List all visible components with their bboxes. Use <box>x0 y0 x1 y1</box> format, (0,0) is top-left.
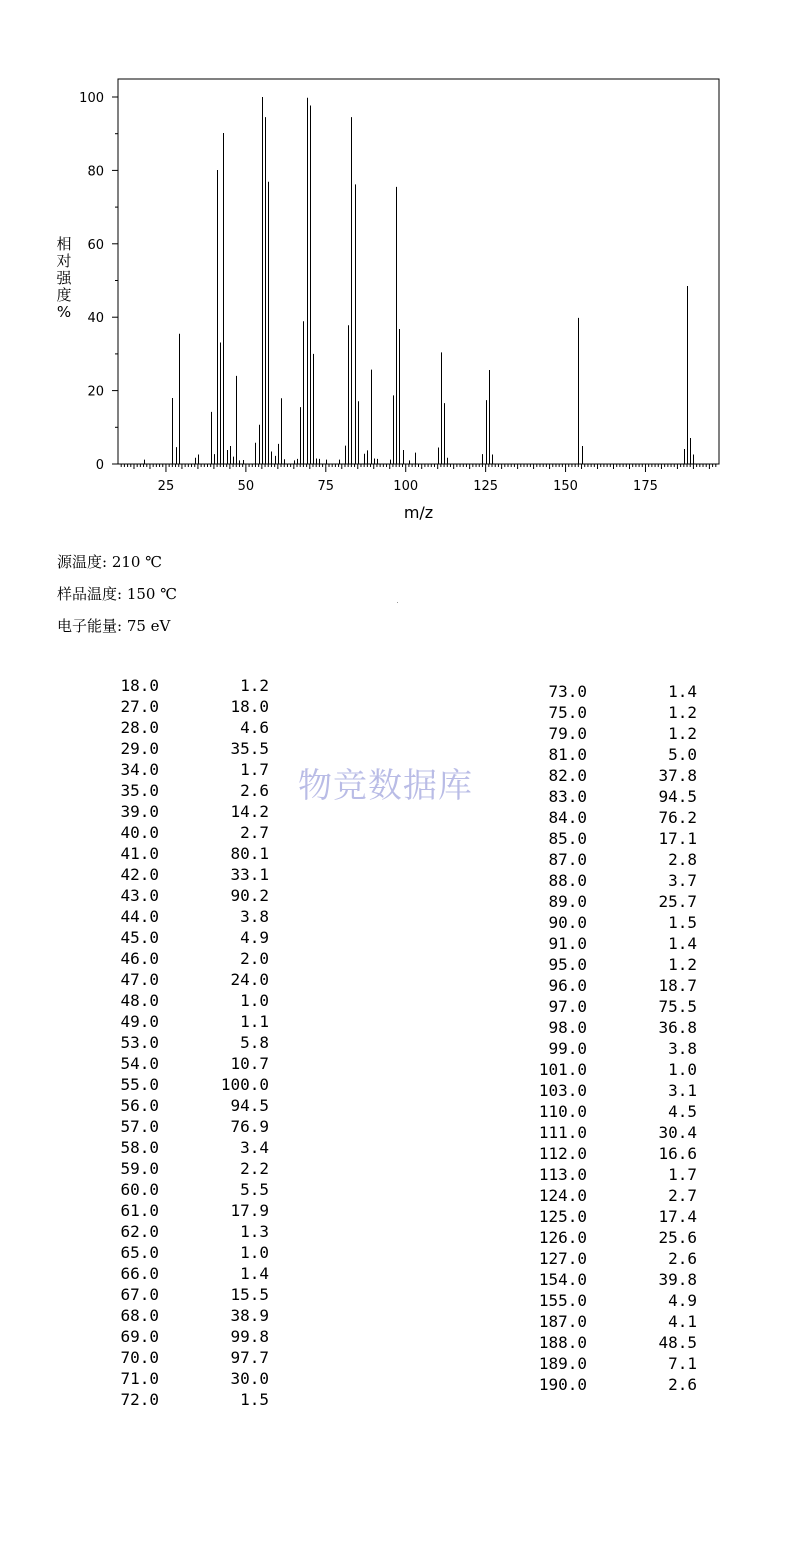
table-row <box>115 1242 269 1263</box>
intensity-value: 1.0 <box>240 991 269 1010</box>
intensity-value: 2.0 <box>240 949 269 968</box>
intensity-value: 16.6 <box>658 1144 697 1163</box>
table-row <box>115 1074 269 1095</box>
mz-value: 73.0 <box>548 682 587 701</box>
table-row <box>115 1347 269 1368</box>
table-row <box>531 1248 697 1269</box>
table-row <box>531 996 697 1017</box>
x-tick-label: 50 <box>237 479 255 494</box>
intensity-value: 7.1 <box>668 1354 697 1373</box>
mz-value: 40.0 <box>120 823 159 842</box>
table-row <box>115 1284 269 1305</box>
intensity-value: 76.9 <box>230 1117 269 1136</box>
mz-value: 91.0 <box>548 934 587 953</box>
mz-value: 99.0 <box>548 1039 587 1058</box>
table-row <box>531 723 697 744</box>
mz-value: 126.0 <box>538 1228 587 1247</box>
table-row <box>531 681 697 702</box>
mz-value: 187.0 <box>538 1312 587 1331</box>
table-row <box>115 990 269 1011</box>
intensity-value: 4.1 <box>668 1312 697 1331</box>
table-row <box>115 675 269 696</box>
table-row <box>115 1326 269 1347</box>
mz-value: 27.0 <box>120 697 159 716</box>
x-axis-label: m/z <box>403 503 434 522</box>
table-row <box>531 1038 697 1059</box>
mz-value: 75.0 <box>548 703 587 722</box>
mz-value: 112.0 <box>538 1144 587 1163</box>
intensity-value: 17.4 <box>658 1207 697 1226</box>
table-row <box>115 864 269 885</box>
table-row <box>531 1164 697 1185</box>
mz-value: 62.0 <box>120 1222 159 1241</box>
intensity-value: 3.1 <box>668 1081 697 1100</box>
table-row <box>531 1227 697 1248</box>
mz-value: 188.0 <box>538 1333 587 1352</box>
mz-value: 113.0 <box>538 1165 587 1184</box>
table-row <box>531 1101 697 1122</box>
intensity-value: 76.2 <box>658 808 697 827</box>
intensity-value: 10.7 <box>230 1054 269 1073</box>
mz-value: 82.0 <box>548 766 587 785</box>
intensity-value: 38.9 <box>230 1306 269 1325</box>
mz-value: 47.0 <box>120 970 159 989</box>
mz-value: 90.0 <box>548 913 587 932</box>
intensity-value: 18.0 <box>230 697 269 716</box>
peak-table-left <box>115 675 269 1410</box>
mz-value: 98.0 <box>548 1018 587 1037</box>
mz-value: 87.0 <box>548 850 587 869</box>
mz-value: 35.0 <box>120 781 159 800</box>
mz-value: 58.0 <box>120 1138 159 1157</box>
table-row <box>531 828 697 849</box>
table-row <box>115 1116 269 1137</box>
mz-value: 101.0 <box>538 1060 587 1079</box>
intensity-value: 30.0 <box>230 1369 269 1388</box>
table-row <box>531 744 697 765</box>
intensity-value: 94.5 <box>658 787 697 806</box>
table-row <box>115 1368 269 1389</box>
mz-value: 89.0 <box>548 892 587 911</box>
y-tick-label: 60 <box>87 237 104 253</box>
mz-value: 45.0 <box>120 928 159 947</box>
mz-value: 56.0 <box>120 1096 159 1115</box>
intensity-value: 1.5 <box>668 913 697 932</box>
y-axis-label-char: 强 <box>56 269 72 287</box>
intensity-value: 35.5 <box>230 739 269 758</box>
intensity-value: 5.0 <box>668 745 697 764</box>
y-axis-label-char: 度 <box>56 286 72 304</box>
mz-value: 71.0 <box>120 1369 159 1388</box>
mz-value: 155.0 <box>538 1291 587 1310</box>
intensity-value: 1.3 <box>240 1222 269 1241</box>
table-row <box>115 822 269 843</box>
mz-value: 49.0 <box>120 1012 159 1031</box>
intensity-value: 3.7 <box>668 871 697 890</box>
mz-value: 103.0 <box>538 1081 587 1100</box>
peak-table-right <box>531 681 697 1395</box>
mz-value: 39.0 <box>120 802 159 821</box>
table-row <box>531 807 697 828</box>
intensity-value: 1.0 <box>240 1243 269 1262</box>
mz-value: 18.0 <box>120 676 159 695</box>
intensity-value: 30.4 <box>658 1123 697 1142</box>
intensity-value: 1.2 <box>668 955 697 974</box>
watermark: 物竞数据库 <box>298 766 473 806</box>
table-row <box>531 1122 697 1143</box>
mz-value: 34.0 <box>120 760 159 779</box>
intensity-value: 5.8 <box>240 1033 269 1052</box>
table-row <box>115 927 269 948</box>
intensity-value: 48.5 <box>658 1333 697 1352</box>
mz-value: 42.0 <box>120 865 159 884</box>
intensity-value: 1.4 <box>668 682 697 701</box>
table-row <box>531 1311 697 1332</box>
mz-value: 72.0 <box>120 1390 159 1409</box>
table-row <box>115 1158 269 1179</box>
x-tick-label: 125 <box>473 479 499 494</box>
table-row <box>531 933 697 954</box>
mz-value: 55.0 <box>120 1075 159 1094</box>
table-row <box>531 1185 697 1206</box>
table-row <box>115 1179 269 1200</box>
y-axis-label-char: 相 <box>56 235 72 253</box>
mz-value: 54.0 <box>120 1054 159 1073</box>
intensity-value: 1.7 <box>668 1165 697 1184</box>
table-row <box>531 1143 697 1164</box>
mz-value: 124.0 <box>538 1186 587 1205</box>
table-row <box>115 885 269 906</box>
table-row <box>115 906 269 927</box>
intensity-value: 18.7 <box>658 976 697 995</box>
intensity-value: 4.9 <box>668 1291 697 1310</box>
mz-value: 95.0 <box>548 955 587 974</box>
y-tick-label: 40 <box>87 311 104 327</box>
intensity-value: 33.1 <box>230 865 269 884</box>
mz-value: 88.0 <box>548 871 587 890</box>
mz-value: 189.0 <box>538 1354 587 1373</box>
x-tick-label: 75 <box>317 479 335 494</box>
intensity-value: 80.1 <box>230 844 269 863</box>
mz-value: 44.0 <box>120 907 159 926</box>
intensity-value: 94.5 <box>230 1096 269 1115</box>
intensity-value: 2.2 <box>240 1159 269 1178</box>
table-row <box>531 786 697 807</box>
intensity-value: 37.8 <box>658 766 697 785</box>
intensity-value: 2.7 <box>240 823 269 842</box>
x-tick-label: 150 <box>553 479 578 494</box>
table-row <box>531 1269 697 1290</box>
table-row <box>531 954 697 975</box>
table-row <box>531 891 697 912</box>
mz-value: 110.0 <box>538 1102 587 1121</box>
table-row <box>531 975 697 996</box>
table-row <box>115 1200 269 1221</box>
mz-value: 48.0 <box>120 991 159 1010</box>
intensity-value: 14.2 <box>230 802 269 821</box>
plot-frame <box>118 79 719 464</box>
intensity-value: 39.8 <box>658 1270 697 1289</box>
mz-value: 59.0 <box>120 1159 159 1178</box>
intensity-value: 2.6 <box>668 1249 697 1268</box>
x-tick-label: 25 <box>157 479 175 494</box>
table-row <box>115 1032 269 1053</box>
table-row <box>531 702 697 723</box>
table-row <box>115 801 269 822</box>
table-row <box>115 780 269 801</box>
table-row <box>115 1305 269 1326</box>
intensity-value: 1.4 <box>668 934 697 953</box>
table-row <box>531 765 697 786</box>
table-row <box>531 870 697 891</box>
mz-value: 57.0 <box>120 1117 159 1136</box>
x-tick-label: 175 <box>633 479 658 494</box>
y-axis-label-char: % <box>56 303 72 321</box>
y-axis-label <box>54 236 74 321</box>
intensity-value: 3.4 <box>240 1138 269 1157</box>
table-row <box>115 948 269 969</box>
mz-value: 83.0 <box>548 787 587 806</box>
intensity-value: 100.0 <box>220 1075 269 1094</box>
mz-value: 97.0 <box>548 997 587 1016</box>
sample-temperature: 样品温度: 150 ℃ <box>57 585 178 603</box>
table-row <box>531 1374 697 1395</box>
table-row <box>115 1263 269 1284</box>
intensity-value: 2.8 <box>668 850 697 869</box>
intensity-value: 3.8 <box>668 1039 697 1058</box>
mz-value: 85.0 <box>548 829 587 848</box>
table-row <box>115 969 269 990</box>
mz-value: 61.0 <box>120 1201 159 1220</box>
intensity-value: 36.8 <box>658 1018 697 1037</box>
intensity-value: 17.1 <box>658 829 697 848</box>
intensity-value: 1.5 <box>240 1390 269 1409</box>
source-temperature: 源温度: 210 ℃ <box>57 553 163 571</box>
intensity-value: 1.0 <box>668 1060 697 1079</box>
intensity-value: 97.7 <box>230 1348 269 1367</box>
table-row <box>115 1137 269 1158</box>
electron-energy: 电子能量: 75 eV <box>57 617 171 635</box>
mz-value: 60.0 <box>120 1180 159 1199</box>
intensity-value: 24.0 <box>230 970 269 989</box>
intensity-value: 1.2 <box>240 676 269 695</box>
mass-spectrum-chart <box>0 0 794 540</box>
mz-value: 125.0 <box>538 1207 587 1226</box>
intensity-value: 99.8 <box>230 1327 269 1346</box>
intensity-value: 25.6 <box>658 1228 697 1247</box>
table-row <box>115 759 269 780</box>
table-row <box>115 1221 269 1242</box>
intensity-value: 75.5 <box>658 997 697 1016</box>
table-row <box>115 843 269 864</box>
mz-value: 67.0 <box>120 1285 159 1304</box>
intensity-value: 1.4 <box>240 1264 269 1283</box>
table-row <box>115 1095 269 1116</box>
intensity-value: 1.7 <box>240 760 269 779</box>
mz-value: 46.0 <box>120 949 159 968</box>
intensity-value: 1.2 <box>668 703 697 722</box>
intensity-value: 5.5 <box>240 1180 269 1199</box>
intensity-value: 4.5 <box>668 1102 697 1121</box>
intensity-value: 15.5 <box>230 1285 269 1304</box>
mz-value: 43.0 <box>120 886 159 905</box>
table-row <box>115 717 269 738</box>
y-tick-label: 80 <box>87 164 104 180</box>
table-row <box>531 1017 697 1038</box>
table-row <box>115 1389 269 1410</box>
intensity-value: 3.8 <box>240 907 269 926</box>
table-row <box>115 738 269 759</box>
mz-value: 96.0 <box>548 976 587 995</box>
intensity-value: 17.9 <box>230 1201 269 1220</box>
table-row <box>115 696 269 717</box>
mz-value: 79.0 <box>548 724 587 743</box>
mz-value: 53.0 <box>120 1033 159 1052</box>
table-row <box>531 1059 697 1080</box>
mz-value: 84.0 <box>548 808 587 827</box>
intensity-value: 2.7 <box>668 1186 697 1205</box>
mz-value: 66.0 <box>120 1264 159 1283</box>
intensity-value: 4.9 <box>240 928 269 947</box>
table-row <box>531 1332 697 1353</box>
stray-dot <box>397 602 398 603</box>
intensity-value: 1.2 <box>668 724 697 743</box>
y-axis-label-char: 对 <box>56 252 72 270</box>
intensity-value: 2.6 <box>668 1375 697 1394</box>
table-row <box>531 912 697 933</box>
mz-value: 154.0 <box>538 1270 587 1289</box>
y-tick-label: 0 <box>95 458 104 473</box>
mz-value: 190.0 <box>538 1375 587 1394</box>
mz-value: 127.0 <box>538 1249 587 1268</box>
table-row <box>531 1206 697 1227</box>
mz-value: 69.0 <box>120 1327 159 1346</box>
intensity-value: 1.1 <box>240 1012 269 1031</box>
table-row <box>531 1353 697 1374</box>
table-row <box>531 1290 697 1311</box>
mz-value: 68.0 <box>120 1306 159 1325</box>
mz-value: 70.0 <box>120 1348 159 1367</box>
table-row <box>531 1080 697 1101</box>
table-row <box>115 1053 269 1074</box>
mz-value: 28.0 <box>120 718 159 737</box>
table-row <box>115 1011 269 1032</box>
intensity-value: 90.2 <box>230 886 269 905</box>
y-tick-label: 100 <box>79 91 104 106</box>
intensity-value: 2.6 <box>240 781 269 800</box>
mz-value: 111.0 <box>538 1123 587 1142</box>
intensity-value: 25.7 <box>658 892 697 911</box>
intensity-value: 4.6 <box>240 718 269 737</box>
mz-value: 29.0 <box>120 739 159 758</box>
x-tick-label: 100 <box>393 479 419 494</box>
table-row <box>531 849 697 870</box>
mz-value: 81.0 <box>548 745 587 764</box>
mz-value: 41.0 <box>120 844 159 863</box>
mz-value: 65.0 <box>120 1243 159 1262</box>
y-tick-label: 20 <box>87 384 104 400</box>
